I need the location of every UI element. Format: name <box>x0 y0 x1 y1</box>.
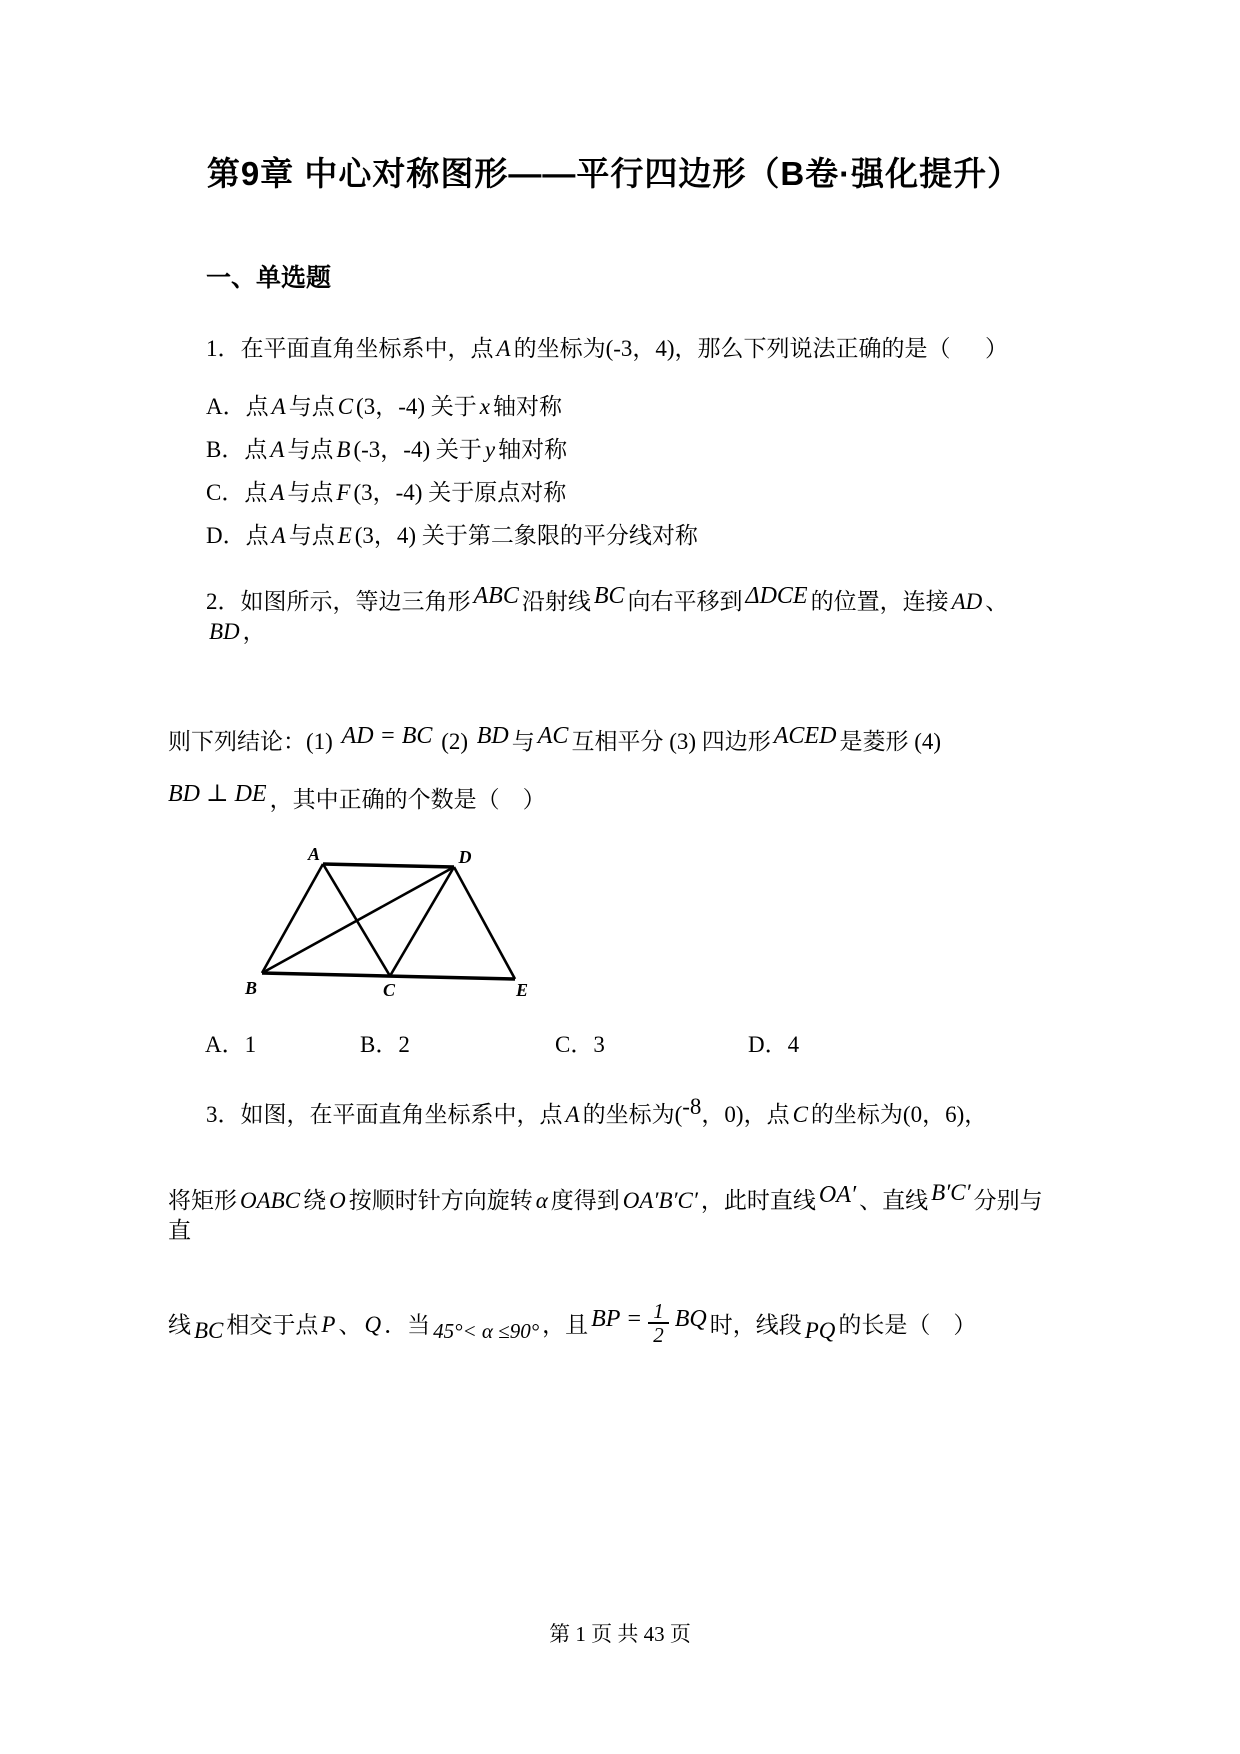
text-run: 相交于点 <box>226 1312 319 1338</box>
text-run: B．点 <box>206 437 268 462</box>
text-run: 分别与直 <box>168 1188 1043 1243</box>
q1-option-d <box>168 521 1060 551</box>
figure-edge-ad <box>323 864 454 867</box>
text-run: 则下列结论：(1) <box>168 729 339 754</box>
math-var: E <box>337 523 352 548</box>
q3-stem-line-3 <box>168 1299 1060 1350</box>
q2-option-a: A．1 <box>205 1032 257 1057</box>
figure-edge-de <box>454 867 515 979</box>
text-run: (3，-4) 关于 <box>356 394 477 419</box>
q1-option-a <box>168 392 1060 422</box>
math-var: AC <box>537 723 569 749</box>
math-var: C <box>792 1102 808 1127</box>
q2-option-c: C．3 <box>555 1032 605 1057</box>
text-run: (-3，-4) 关于 <box>353 437 482 462</box>
figure-label-a: A <box>307 845 321 864</box>
math-var: B <box>336 437 351 462</box>
text-run: 与点 <box>287 480 334 505</box>
q2-option-d: D．4 <box>748 1032 800 1057</box>
math-var: C <box>337 394 354 419</box>
text-run: ，且 <box>542 1312 589 1338</box>
math-var: BD <box>209 619 240 644</box>
text-run: 绕 <box>303 1188 327 1213</box>
math-num: -8 <box>682 1094 702 1119</box>
math-var: BQ <box>674 1306 707 1333</box>
q1-option-c <box>168 478 1060 508</box>
math-var: A <box>270 437 285 462</box>
text-run: ， <box>242 619 266 644</box>
text-run: (3，4) 关于第二象限的平分线对称 <box>354 523 698 548</box>
text-run: 互相平分 (3) 四边形 <box>571 729 771 754</box>
q2-options-row <box>168 1030 1060 1060</box>
math-var: O <box>329 1188 346 1213</box>
math-var: BD <box>476 723 509 749</box>
math-var: α <box>535 1188 548 1213</box>
text-run: 、直线 <box>859 1188 929 1213</box>
text-run: 1．在平面直角坐标系中，点 <box>206 336 494 361</box>
math-var: OA′B′C′ <box>622 1188 698 1213</box>
text-run: 的坐标为(-3，4)，那么下列说法正确的是（ ） <box>513 336 1009 361</box>
text-run: ．当 <box>384 1312 431 1338</box>
math-var: Q <box>364 1312 382 1338</box>
math-var: A <box>565 1102 580 1127</box>
math-var: A <box>271 523 286 548</box>
math-inequality: 45°< α ≤90° <box>433 1319 540 1344</box>
math-var: BC <box>593 583 625 609</box>
math-var: BC <box>194 1318 224 1344</box>
text-run: 、 <box>985 589 1009 614</box>
text-run: 与点 <box>288 394 335 419</box>
math-var: AD <box>951 589 983 614</box>
math-var: A <box>271 394 286 419</box>
text-run: ，此时直线 <box>700 1188 816 1213</box>
text-run: 、 <box>338 1312 362 1338</box>
q2-stem-line-1 <box>168 583 1060 647</box>
text-run: 线 <box>168 1312 191 1338</box>
text-run: ，0)，点 <box>701 1102 790 1127</box>
text-run: 时，线段 <box>709 1312 802 1338</box>
text-run: 按顺时针方向旋转 <box>348 1188 533 1213</box>
text-run: 轴对称 <box>492 394 562 419</box>
text-run: 的坐标为( <box>582 1102 683 1127</box>
math-var: A <box>270 480 285 505</box>
text-run: 与点 <box>288 523 335 548</box>
text-run: A．点 <box>206 394 269 419</box>
text-run: 是菱形 (4) <box>839 729 942 754</box>
math-var: F <box>336 480 351 505</box>
text-run: 将矩形 <box>168 1188 237 1213</box>
text-run: 轴对称 <box>498 437 568 462</box>
math-var: OABC <box>240 1188 301 1213</box>
text-run: ，其中正确的个数是（ ） <box>269 787 546 812</box>
math-var: A <box>496 336 511 361</box>
math-expr: BP = <box>591 1306 643 1333</box>
math-var: P <box>321 1312 336 1338</box>
text-run: (2) <box>435 729 474 754</box>
text-run: 2．如图所示，等边三角形 <box>206 589 471 614</box>
text-run: 3．如图，在平面直角坐标系中，点 <box>206 1102 563 1127</box>
q1-stem <box>168 334 1060 364</box>
figure-label-e: E <box>515 980 529 997</box>
section-heading: 一、单选题 <box>206 264 332 292</box>
text-run: 沿射线 <box>521 589 591 614</box>
figure-label-c: C <box>382 980 396 997</box>
q1-option-b <box>168 435 1060 465</box>
math-var: ABC <box>473 583 519 609</box>
text-run: C．点 <box>206 480 268 505</box>
math-var: x <box>479 394 490 419</box>
text-run: 度得到 <box>550 1188 620 1213</box>
math-expr: AD = BC <box>341 723 433 749</box>
q2-conclusions-line <box>168 723 1060 757</box>
page-title: 第9章 中心对称图形——平行四边形（B卷·强化提升） <box>206 155 1022 192</box>
math-expr: BD ⊥ DE <box>168 781 267 807</box>
text-run: 与点 <box>287 437 334 462</box>
q2-figure-svg <box>240 845 530 997</box>
math-fraction <box>648 1300 669 1346</box>
math-var: y <box>484 437 496 462</box>
q2-figure <box>240 845 530 997</box>
math-var: OA′ <box>818 1182 857 1208</box>
math-var: B′C′ <box>931 1180 971 1205</box>
figure-label-b: B <box>244 978 258 997</box>
text-run: D．点 <box>206 523 269 548</box>
q3-stem-line-1 <box>168 1094 1060 1130</box>
text-run: (3，-4) 关于原点对称 <box>353 480 567 505</box>
text-run: 的长是（ ） <box>838 1312 977 1338</box>
q2-conclusion-4-line <box>168 781 1060 815</box>
math-var: PQ <box>804 1318 836 1344</box>
math-var: ACED <box>773 723 837 749</box>
page-footer: 第 1 页 共 43 页 <box>549 1622 691 1646</box>
math-var: ΔDCE <box>745 583 808 609</box>
fraction-numerator: 1 <box>653 1299 664 1323</box>
fraction-denominator: 2 <box>648 1322 669 1346</box>
text-run: 的坐标为(0，6)， <box>810 1102 988 1127</box>
text-run: 向右平移到 <box>627 589 743 614</box>
q3-stem-line-2 <box>168 1180 1060 1246</box>
figure-label-d: D <box>458 847 472 867</box>
q2-option-b: B．2 <box>360 1032 410 1057</box>
text-run: 与 <box>511 729 535 754</box>
text-run: 的位置，连接 <box>810 589 949 614</box>
